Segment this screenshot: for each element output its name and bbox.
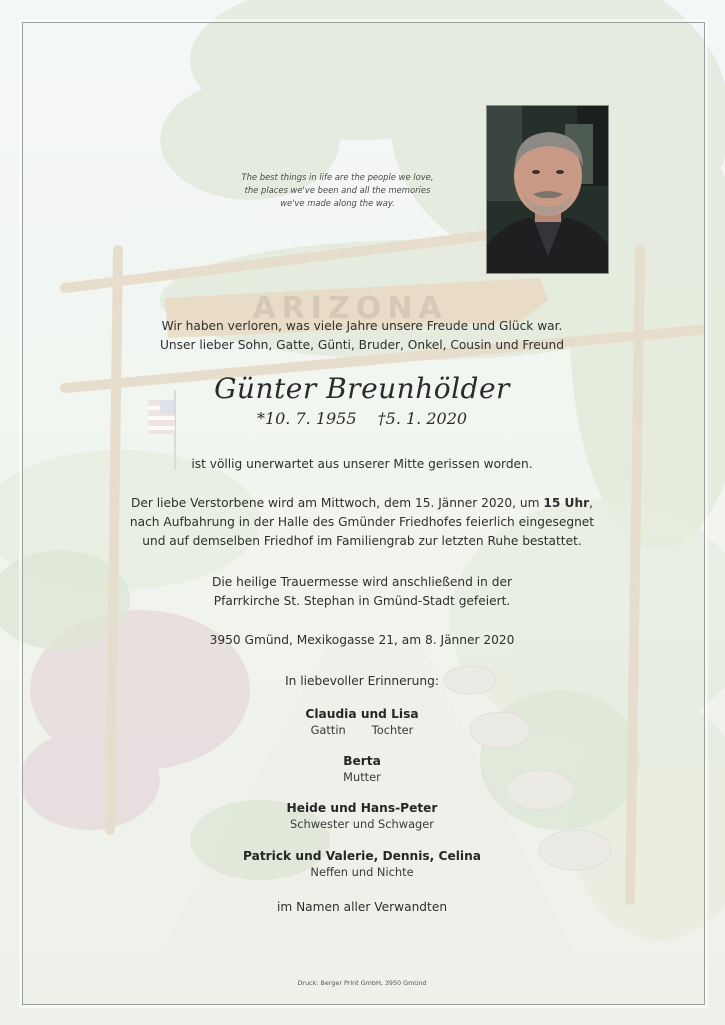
closing-line: im Namen aller Verwandten	[276, 900, 448, 914]
mourner-entry	[62, 706, 662, 738]
funeral-line: und auf demselben Friedhof im Familiengrab zur letzten Ruhe bestattet.	[142, 534, 582, 548]
quote-line: the places we've been and all the memories	[244, 185, 431, 195]
mourner-names: Claudia und Lisa	[305, 707, 419, 721]
funeral-line: nach Aufbahrung in der Halle des Gmünder Friedhofes feierlich eingesegnet	[129, 515, 595, 529]
mourner-relation	[62, 722, 662, 738]
mourner-names: Berta	[343, 754, 381, 768]
funeral-time: 15 Uhr	[543, 496, 590, 510]
intro-line: Unser lieber Sohn, Gatte, Günti, Bruder, Onkel, Cousin und Freund	[160, 338, 564, 352]
mourner-relation: Neffen und Nichte	[310, 865, 414, 879]
memorial-quote	[215, 171, 460, 210]
funeral-line	[62, 494, 662, 513]
deceased-name: Günter Breunhölder	[214, 372, 510, 405]
funeral-line-text: Der liebe Verstorbene wird am Mittwoch, dem 15. Jänner 2020, um	[130, 496, 544, 510]
life-dates	[62, 409, 662, 428]
mourner-entry	[62, 800, 662, 832]
mourner-relation: Schwester und Schwager	[290, 817, 434, 831]
sign-text: ARIZONA	[252, 291, 448, 326]
mass-line: Die heilige Trauermesse wird anschließend in der	[212, 575, 512, 589]
portrait-photo	[486, 105, 609, 274]
death-date: †5. 1. 2020	[377, 409, 468, 428]
portrait-image	[487, 106, 608, 273]
printer-credit: Druck: Berger Print GmbH, 3950 Gmünd	[297, 979, 427, 987]
passed-line: ist völlig unerwartet aus unserer Mitte gerissen worden.	[191, 457, 533, 471]
funeral-line-comma: ,	[589, 496, 594, 510]
mourner-relation: Mutter	[343, 770, 381, 784]
mourner-names: Patrick und Valerie, Dennis, Celina	[242, 849, 481, 863]
mourner-names: Heide und Hans-Peter	[286, 801, 438, 815]
mass-line: Pfarrkirche St. Stephan in Gmünd-Stadt gefeiert.	[213, 594, 511, 608]
relation-part: Tochter	[371, 723, 414, 737]
mourner-entry	[62, 753, 662, 785]
intro-line: Wir haben verloren, was viele Jahre unsere Freude und Glück war.	[161, 319, 563, 333]
quote-line: The best things in life are the people we love,	[241, 172, 434, 182]
mass-details	[62, 573, 662, 611]
intro-text	[62, 317, 662, 355]
quote-line: we've made along the way.	[280, 198, 395, 208]
remembrance-heading: In liebevoller Erinnerung:	[285, 674, 439, 688]
birth-date: *10. 7. 1955	[256, 409, 357, 428]
place-date: 3950 Gmünd, Mexikogasse 21, am 8. Jänner 2020	[209, 633, 515, 647]
mourner-entry	[62, 848, 662, 880]
funeral-details	[62, 494, 662, 551]
relation-part: Gattin	[310, 723, 346, 737]
